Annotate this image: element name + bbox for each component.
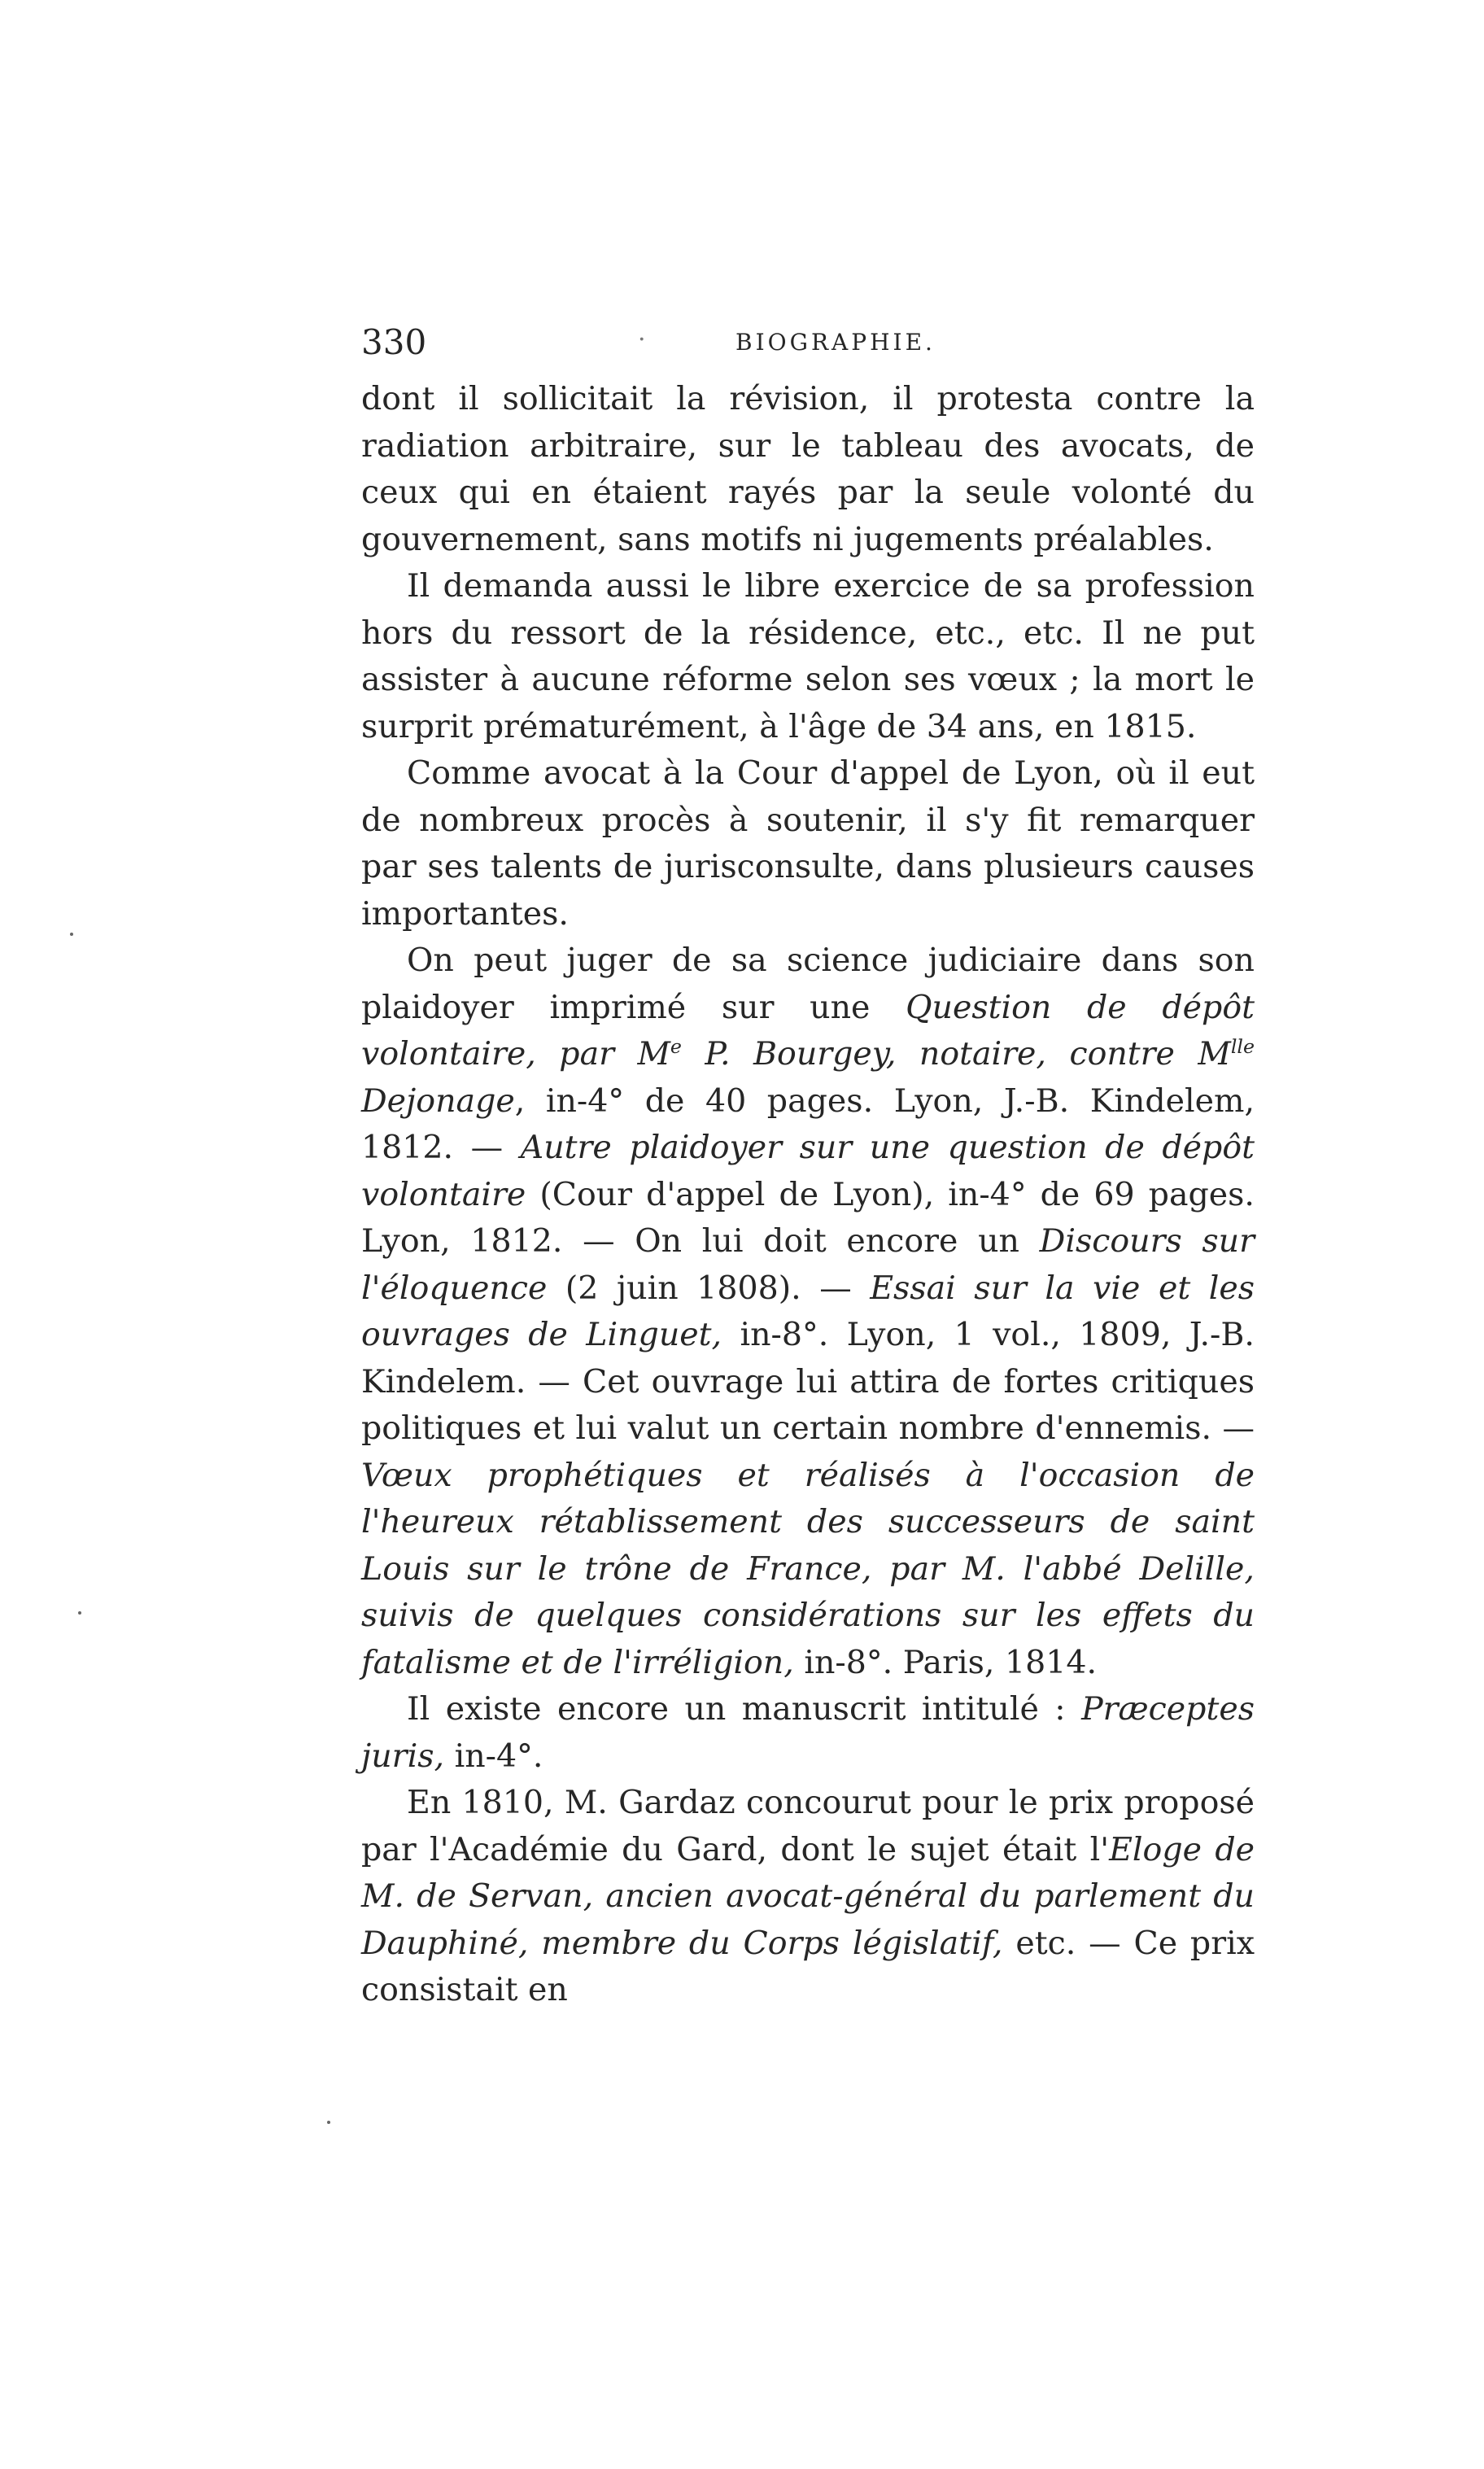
paper-speck xyxy=(78,1611,81,1615)
work-title: Essai sur la vie et les ouvrages de Linguet, xyxy=(361,1269,1255,1353)
running-header xyxy=(361,322,1255,368)
running-title: BIOGRAPHIE. xyxy=(735,329,936,356)
work-title: Præceptes juris, xyxy=(361,1690,1255,1775)
work-title: Autre plaidoyer sur une question de dépôt volontaire xyxy=(361,1129,1255,1213)
header-dot: · xyxy=(638,326,646,354)
text-run: , in-4° de 40 pages. Lyon, J.-B. Kindelem, 1812. — xyxy=(361,1082,1255,1166)
paragraph-prize xyxy=(361,1780,1255,2014)
paragraph-works xyxy=(361,937,1255,1686)
paragraph: Comme avocat à la Cour d'appel de Lyon, où il eut de nombreux procès à soutenir, il s'y fit remarquer par ses talents de jurisconsulte, dans plusieurs causes importantes. xyxy=(361,754,1255,933)
text-run: etc. — Ce prix consistait en xyxy=(361,1924,1255,2008)
text-run: in-4°. xyxy=(444,1737,543,1775)
text-run: Dejonage xyxy=(361,1082,515,1120)
superscript: e xyxy=(670,1034,682,1058)
paragraph: Il demanda aussi le libre exercice de sa profession hors du ressort de la résidence, etc., etc. Il ne put assister à aucune réforme selon ses vœux ; la mort le surprit prématurément, à l'âge de 34 ans, en 1815. xyxy=(361,567,1255,745)
text-run: in-8°. Lyon, 1 vol., 1809, J.-B. Kindelem. — Cet ouvrage lui attira de fortes critiques politiques et lui valut un certain nombre d'ennemis. — xyxy=(361,1316,1255,1447)
text-run: (2 juin 1808). — xyxy=(547,1269,871,1307)
page-number: 330 xyxy=(361,322,427,362)
text-run: (Cour d'appel de Lyon), in-4° de 69 pages. Lyon, 1812. — On lui doit encore un xyxy=(361,1175,1255,1260)
work-title: Vœux prophétiques et réalisés à l'occasion de l'heureux rétablissement des successeurs de saint Louis sur le trône de France, par M. l'abbé Delille, suivis de quelques considérations sur les effets du fatalisme et de l'irréligion, xyxy=(361,1456,1255,1681)
paragraph-continuation: dont il sollicitait la révision, il protesta contre la radiation arbitraire, sur le tableau des avocats, de ceux qui en étaient rayés par la seule volonté du gouvernement, sans motifs ni jugements préalables. xyxy=(361,380,1255,558)
paragraph-manuscript xyxy=(361,1686,1255,1780)
superscript: lle xyxy=(1230,1034,1255,1058)
body-text xyxy=(361,376,1255,2014)
paper-speck xyxy=(70,933,73,936)
text-run: in-8°. Paris, 1814. xyxy=(793,1643,1098,1681)
text-run: P. Bourgey, notaire, contre M xyxy=(681,1035,1231,1073)
text-run: Il existe encore un manuscrit intitulé : xyxy=(407,1690,1082,1728)
work-title: Discours sur l'éloquence xyxy=(361,1222,1255,1307)
text-run: En 1810, M. Gardaz concourut pour le prix proposé par l'Académie du Gard, dont le sujet était l' xyxy=(361,1784,1255,1868)
paper-speck xyxy=(327,2121,330,2124)
text-run: On peut juger de sa science judiciaire dans son plaidoyer imprimé sur une xyxy=(361,942,1255,1026)
work-title: Eloge de M. de Servan, ancien avocat-général du parlement du Dauphiné, membre du Corps législatif, xyxy=(361,1830,1255,1962)
text-run: Question de dépôt volontaire, par M xyxy=(361,988,1255,1073)
